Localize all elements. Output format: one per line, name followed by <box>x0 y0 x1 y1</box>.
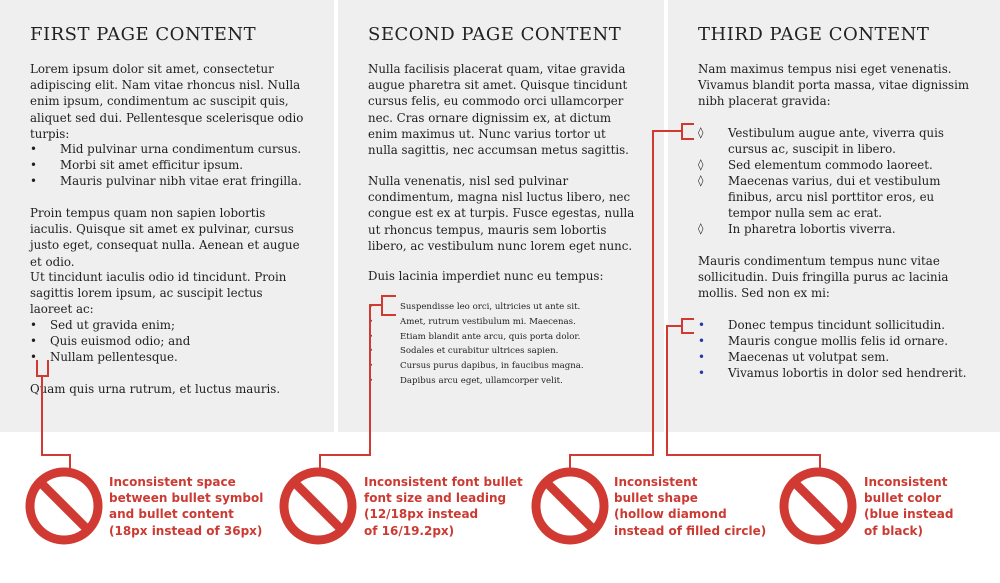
list-item: • Amet, rutrum vestibulum mi. Maecenas. <box>368 315 638 330</box>
filled-bullet-icon: • <box>368 302 374 312</box>
list-item: • Mauris congue mollis felis id ornare. <box>698 334 949 348</box>
first-page-paragraph-4: Quam quis urna rutrum, et luctus mauris. <box>30 382 281 396</box>
list-item: • Donec tempus tincidunt sollicitudin. <box>698 318 945 332</box>
second-page-paragraph-3: Duis lacinia imperdiet nunc eu tempus: <box>368 269 604 283</box>
list-item: • Sed ut gravida enim; <box>30 318 175 332</box>
first-page-title: FIRST PAGE CONTENT <box>30 24 257 45</box>
list-item: • Nullam pellentesque. <box>30 350 178 364</box>
second-page-paragraph-2: Nulla venenatis, nisl sed pulvinar condimentum, magna nisl luctus libero, nec congue est ex at turpis. Fusce egestas, nulla ut rhoncus tempus, mauris sem lobortis libero, ac vestibulum nunc lorem eget nunc. <box>368 174 635 253</box>
third-page-list-1 <box>698 125 978 237</box>
blue-bullet-icon: • <box>698 334 705 348</box>
list-item: • Quis euismod odio; and <box>30 334 191 348</box>
filled-bullet-icon: • <box>368 316 374 327</box>
third-page-title: THIRD PAGE CONTENT <box>698 24 930 45</box>
hollow-diamond-bullet-icon: ◊ <box>698 126 704 139</box>
list-item: • Vivamus lobortis in dolor sed hendrerit. <box>698 366 967 380</box>
list-item: • Mauris pulvinar nibh vitae erat fringilla. <box>30 174 302 188</box>
filled-bullet-icon: • <box>368 361 374 372</box>
third-page-paragraph-1: Nam maximus tempus nisi eget venenatis. Vivamus blandit porta massa, vitae dignissim nibh placerat gravida: <box>698 62 970 109</box>
list-item: ◊ Vestibulum augue ante, viverra quis cursus ac, suscipit in libero. <box>698 126 944 156</box>
list-item: • Suspendisse leo orci, ultricies ut ante sit. <box>368 300 638 315</box>
callout-bullet-shape: Inconsistent bullet shape (hollow diamond instead of filled circle) <box>614 475 767 538</box>
filled-bullet-icon: • <box>30 318 37 332</box>
blue-bullet-icon: • <box>698 350 705 364</box>
blue-bullet-icon: • <box>698 366 705 380</box>
list-item: • Etiam blandit ante arcu, quis porta dolor. <box>368 330 638 345</box>
hollow-diamond-bullet-icon: ◊ <box>698 222 704 235</box>
third-page-paragraph-2: Mauris condimentum tempus nunc vitae sollicitudin. Duis fringilla purus ac lacinia mollis. Sed non ex mi: <box>698 254 949 301</box>
filled-bullet-icon: • <box>30 158 37 172</box>
third-page-list-2 <box>698 317 978 381</box>
first-page-panel <box>0 0 334 432</box>
filled-bullet-icon: • <box>30 350 37 364</box>
list-item: • Sodales et curabitur ultrices sapien. <box>368 344 638 359</box>
callout-font-size: Inconsistent font bullet font size and leading (12/18px instead of 16/19.2px) <box>364 475 523 538</box>
filled-bullet-icon: • <box>368 346 374 357</box>
list-item: • Dapibus arcu eget, ullamcorper velit. <box>368 374 638 389</box>
filled-bullet-icon: • <box>30 174 37 188</box>
prohibition-icon <box>536 472 604 540</box>
list-item: ◊ Maecenas varius, dui et vestibulum finibus, arcu nisl porttitor eros, eu tempor nulla sem ac erat. <box>698 174 941 220</box>
first-page-paragraph-2: Proin tempus quam non sapien lobortis iaculis. Quisque sit amet ex pulvinar, cursus justo eget, consequat nulla. Aenean et augue et odio. <box>30 206 300 269</box>
second-page-title: SECOND PAGE CONTENT <box>368 24 622 45</box>
callout-bullet-spacing: Inconsistent space between bullet symbol and bullet content (18px instead of 36px) <box>109 475 264 538</box>
first-page-list-1 <box>30 141 310 189</box>
prohibition-icon <box>784 472 852 540</box>
callout-bullet-color: Inconsistent bullet color (blue instead of black) <box>864 475 954 538</box>
first-page-list-2 <box>30 317 310 365</box>
first-page-paragraph-1: Lorem ipsum dolor sit amet, consectetur adipiscing elit. Nam vitae rhoncus nisl. Nulla enim ipsum, condimentum ac suscipit quis, aliquet sed dui. Pellentesque scelerisque odio turpis: <box>30 62 304 141</box>
list-item: ◊ Sed elementum commodo laoreet. <box>698 158 933 172</box>
filled-bullet-icon: • <box>30 334 37 348</box>
prohibition-icon <box>284 472 352 540</box>
filled-bullet-icon: • <box>368 375 374 386</box>
second-page-panel <box>338 0 664 432</box>
filled-bullet-icon: • <box>368 331 374 342</box>
hollow-diamond-bullet-icon: ◊ <box>698 174 704 187</box>
second-page-small-list <box>368 300 638 389</box>
list-item: ◊ In pharetra lobortis viverra. <box>698 222 896 236</box>
list-item: • Cursus purus dapibus, in faucibus magna. <box>368 359 638 374</box>
blue-bullet-icon: • <box>698 318 705 332</box>
third-page-panel <box>668 0 1000 432</box>
list-item: • Morbi sit amet efficitur ipsum. <box>30 158 244 172</box>
second-page-paragraph-1: Nulla facilisis placerat quam, vitae gravida augue pharetra sit amet. Quisque tincidunt cursus felis, eu commodo orci ullamcorper nec. Cras ornare dignissim ex, at dictum enim maximus ut. Nunc varius tortor ut nulla sagittis, nec accumsan metus sagittis. <box>368 62 629 158</box>
list-item: • Mid pulvinar urna condimentum cursus. <box>30 142 302 156</box>
prohibition-icon <box>30 472 98 540</box>
hollow-diamond-bullet-icon: ◊ <box>698 158 704 171</box>
list-item: • Maecenas ut volutpat sem. <box>698 350 890 364</box>
first-page-paragraph-3: Ut tincidunt iaculis odio id tincidunt. Proin sagittis lorem ipsum, ac suscipit lectus laoreet ac: <box>30 270 287 317</box>
filled-bullet-icon: • <box>30 142 37 156</box>
